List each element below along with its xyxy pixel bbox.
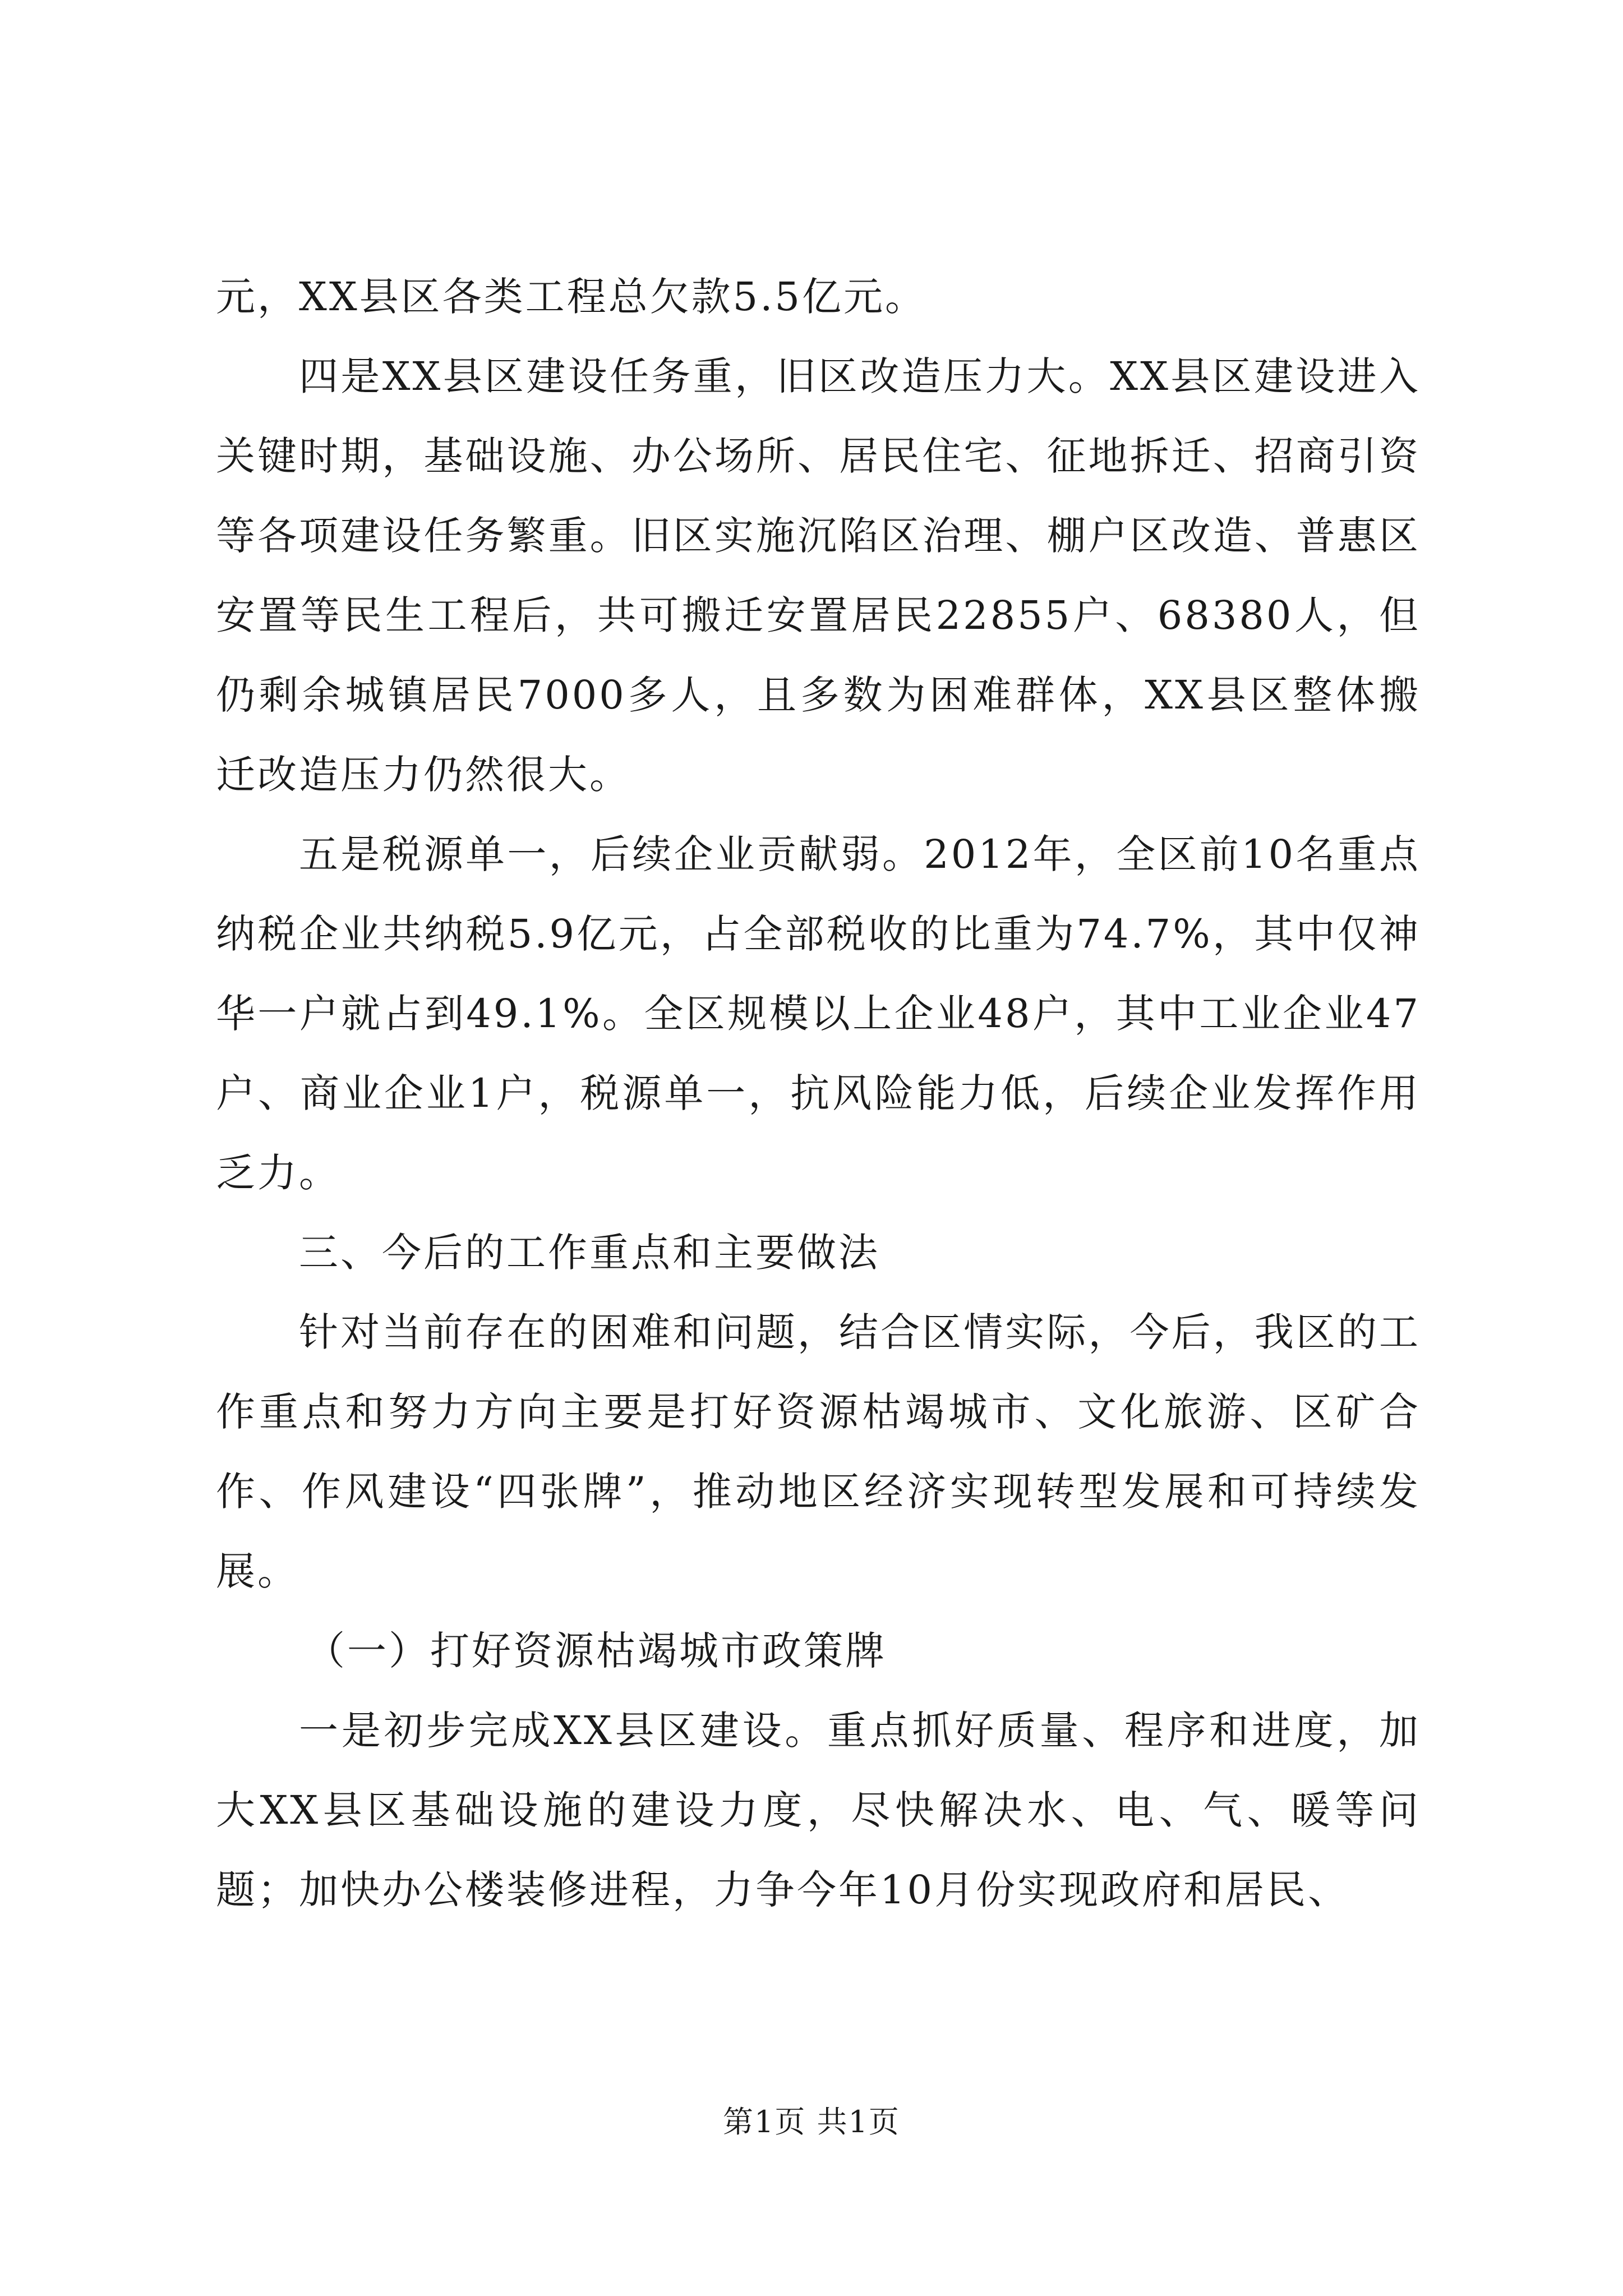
page-number-label: 第1页 共1页 [723,2104,900,2139]
paragraph-4: 针对当前存在的困难和问题，结合区情实际，今后，我区的工作重点和努力方向主要是打好资源枯竭城市、文化旅游、区矿合作、作风建设“四张牌”，推动地区经济实现转型发展和可持续发展。 [216,1309,1421,1594]
section-heading: 三、今后的工作重点和主要做法 [299,1230,880,1276]
subsection-heading: （一）打好资源枯竭城市政策牌 [306,1628,887,1674]
paragraph-2: 四是XX县区建设任务重，旧区改造压力大。XX县区建设进入关键时期，基础设施、办公场所、居民住宅、征地拆迁、招商引资等各项建设任务繁重。旧区实施沉陷区治理、棚户区改造、普惠区安置等民生工程后，共可搬迁安置居民22855户、68380人，但仍剩余城镇居民7000多人，且多数为困难群体，XX县区整体搬迁改造压力仍然很大。 [216,353,1421,798]
page-footer [0,2102,1623,2142]
document-body [216,257,1421,1930]
paragraph-5: 一是初步完成XX县区建设。重点抓好质量、程序和进度，加大XX县区基础设施的建设力度，尽快解决水、电、气、暖等问题；加快办公楼装修进程，力争今年10月份实现政府和居民、 [216,1708,1421,1913]
paragraph-3: 五是税源单一，后续企业贡献弱。2012年，全区前10名重点纳税企业共纳税5.9亿元，占全部税收的比重为74.7%，其中仅神华一户就占到49.1%。全区规模以上企业48户，其中工业企业47户、商业企业1户，税源单一，抗风险能力低，后续企业发挥作用乏力。 [216,831,1421,1196]
paragraph-1: 元，XX县区各类工程总欠款5.5亿元。 [216,274,926,320]
